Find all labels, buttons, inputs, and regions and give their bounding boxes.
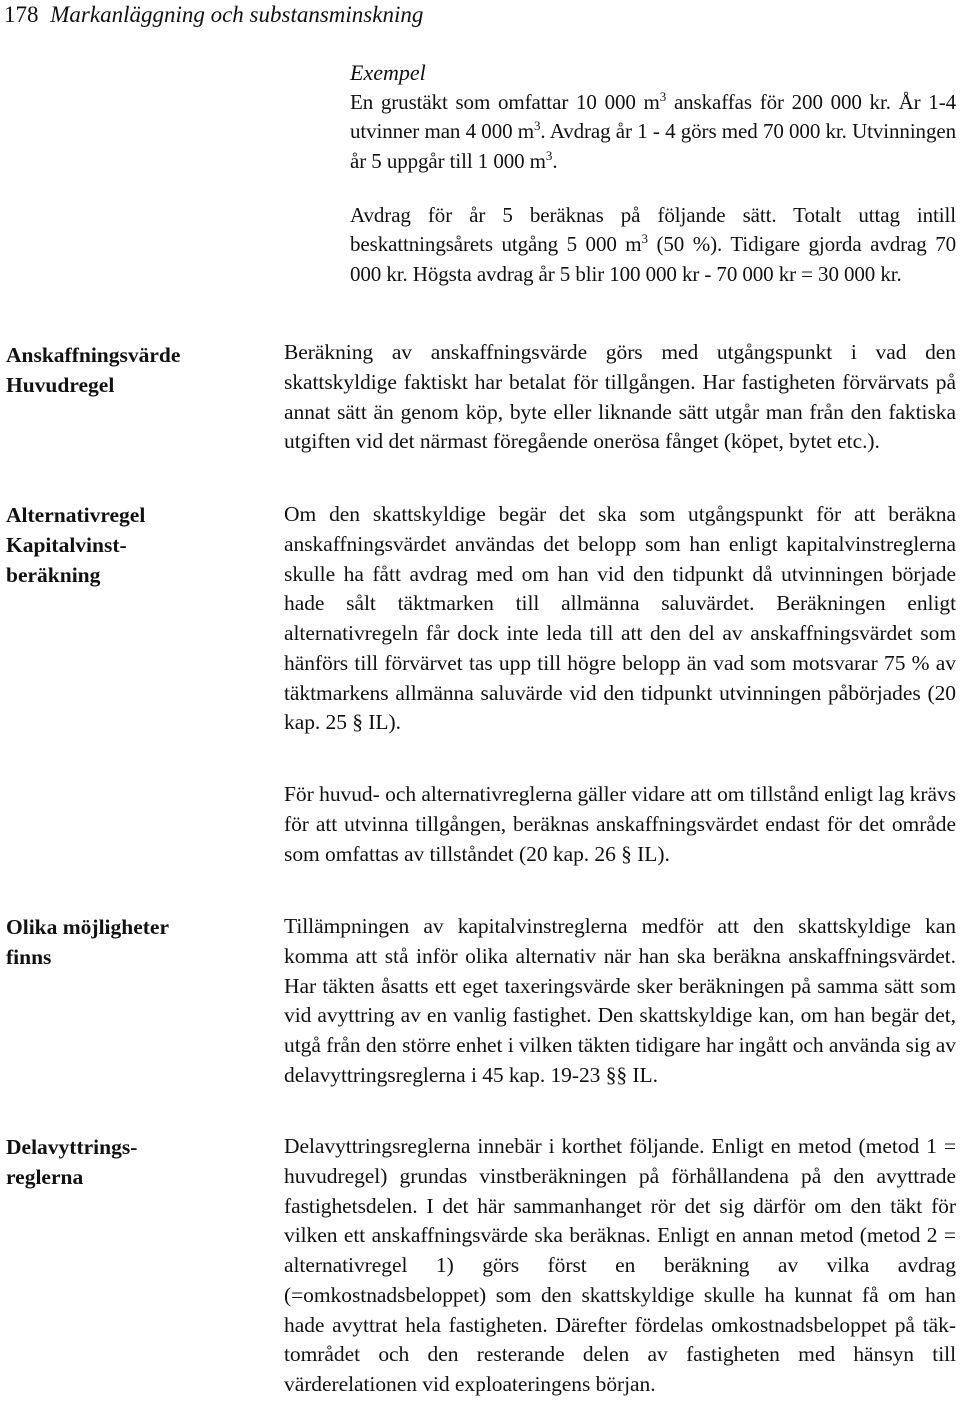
- body-paragraph-4: Tillämpningen av kapitalvinstreglerna medför att den skattskyldige kan komma att stå inför olika alternativ när han ska beräkna anskaffningsvärdet. Har täkten åsatts ett eget taxeringsvärde sker beräkningen på samma sätt som vid avyttring av en vanlig fastighet. Den skattskyldige kan, om han begär det, utgå från den större enhet i vilken täkten tidigare har ingått och använda sig av delavyttringsreglerna i 45 kap. 19-23 §§ IL.: [284, 914, 956, 1087]
- margin-note-delavyttring: Delavyttrings- reglerna: [6, 1135, 138, 1189]
- example-heading: Exempel: [350, 60, 426, 85]
- body-paragraph-1: Beräkning av anskaffningsvärde görs med utgångspunkt i vad den skattskyldige faktiskt har betalat för tillgången. Har fastigheten förvärvats på annat sätt än genom köp, byte eller liknande sätt utgår man från den faktiska utgiften vid det närmast föregående onerösa fånget (köpet, bytet etc.).: [284, 340, 956, 454]
- page-header: [4, 0, 423, 30]
- margin-note-huvudregel: Anskaffningsvärde Huvudregel: [6, 343, 181, 397]
- body-paragraph-3: För huvud- och alternativreglerna gäller vidare att om tillstånd enligt lag krävs för att utvinna tillgången, beräknas anskaffningsvärdet endast för det område som omfattas av tillståndet (20 kap. 26 § IL).: [284, 782, 956, 866]
- margin-note-olika-mojligheter: Olika möjligheter finns: [6, 915, 170, 969]
- body-paragraph-5: Delavyttringsreglerna innebär i korthet följande. Enligt en metod (metod 1 = huvudregel) grundas vinstberäkningen på förhållandena på den avyttrade fastighetsdelen. I det här sammanhanget rör det sig därför om den täkt för vilken ett anskaffningsvärde ska beräknas. Enligt en annan metod (metod 2 = alternativregel 1) görs först en beräkning av vilka avdrag (=omkostnadsbeloppet) som den skattskyldige skulle ha kunnat få om han hade avyttrat hela fastigheten. Därefter fördelas omkostnadsbeloppet på täktområdet och den resterande delen av fastigheten med hänsyn till värderelationen vid exploateringens början.: [284, 1134, 956, 1396]
- body-paragraph-2: Om den skattskyldige begär det ska som utgångspunkt för att beräkna anskaffningsvärdet användas det belopp som han enligt kapitalvinstreglerna skulle ha fått avdrag med om han vid den tidpunkt då utvinningen började hade sålt täktmarken till allmänna saluvärdet. Beräkningen enligt alternativregeln får dock inte leda till att den del av anskaffningsvärdet som hänförs till förvärvet tas upp till högre belopp än vad som motsvarar 75 % av täktmarkens allmänna saluvärde vid den tidpunkt utvinningen påbörjades (20 kap. 25 § IL).: [284, 502, 956, 735]
- running-title: Markanläggning och substansminskning: [50, 2, 424, 27]
- page-number: 178: [4, 2, 39, 27]
- example-paragraph-1: En grustäkt som omfattar 10 000 $m^3$ anskaffas för 200 000 kr. År 1-4 utvinner man 4 000 $m^3$. Avdrag år 1 - 4 görs med 70 000 kr. Utvinningen år 5 uppgår till 1 000 $m^3$.: [350, 89, 956, 173]
- margin-note-alternativregel: Alternativregel Kapitalvinst- beräkning: [6, 503, 146, 587]
- example-paragraph-2: Avdrag för år 5 beräknas på följande sätt. Totalt uttag intill beskattningsårets utgång 5 000 $m^3$ (50 %). Tidigare gjorda avdrag 70 000 kr. Högsta avdrag år 5 blir 100 000 kr - 70 000 kr = 30 000 kr.: [350, 203, 956, 286]
